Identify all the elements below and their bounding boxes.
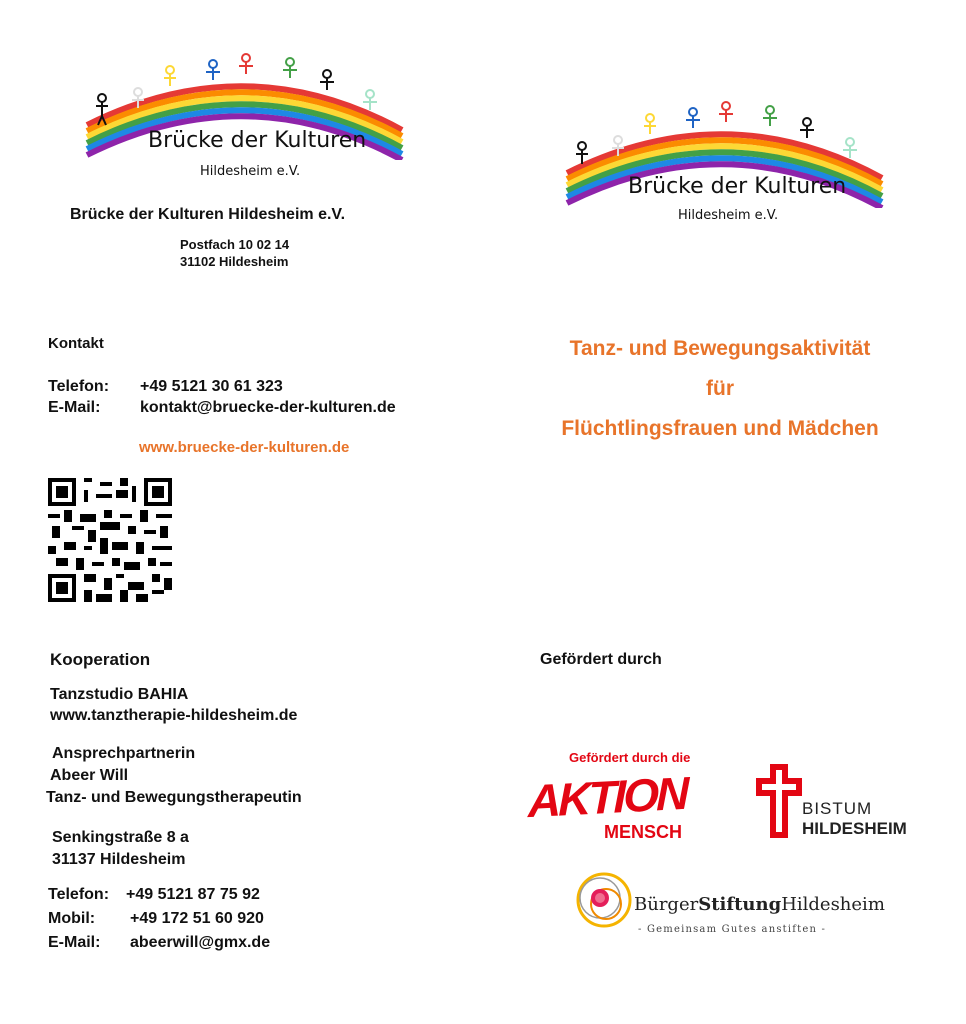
phone-value: +49 5121 30 61 323 <box>140 378 283 395</box>
aktion-mensch-sub: MENSCH <box>604 822 683 842</box>
email-label: E-Mail: <box>48 399 101 416</box>
cross-icon <box>756 764 802 838</box>
title-line-2: für <box>706 377 734 400</box>
logo-title: Brücke der Kulturen <box>628 174 847 199</box>
phone-label: Telefon: <box>48 378 110 395</box>
qr-code-icon <box>48 478 172 602</box>
logo-subtitle: Hildesheim e.V. <box>678 208 779 223</box>
postal-address <box>180 236 289 270</box>
street: Senkingstraße 8 a <box>52 829 189 846</box>
mobile-label: Mobil: <box>48 910 96 927</box>
email2-link[interactable]: abeerwill@gmx.de <box>130 934 271 951</box>
logo-title: Brücke der Kulturen <box>148 128 367 153</box>
title-line-3: Flüchtlingsfrauen und Mädchen <box>561 417 879 440</box>
stiftung-name-c: Hildesheim <box>781 894 885 915</box>
stiftung-slogan: - Gemeinsam Gutes anstiften - <box>638 924 827 935</box>
email-link[interactable]: kontakt@bruecke-der-kulturen.de <box>140 399 396 416</box>
website-link[interactable]: www.bruecke-der-kulturen.de <box>139 439 350 456</box>
stiftung-name-a: Bürger <box>634 894 699 915</box>
stiftung-name <box>634 894 885 915</box>
title-line-1: Tanz- und Bewegungsaktivität <box>569 337 871 360</box>
org-name: Brücke der Kulturen Hildesheim e.V. <box>70 206 346 223</box>
mobile-value: +49 172 51 60 920 <box>130 910 264 927</box>
person-name: Abeer Will <box>50 767 129 784</box>
partner-block <box>50 684 297 726</box>
buergerstiftung-logo <box>570 868 890 948</box>
stiftung-circles-icon <box>570 868 634 932</box>
aktion-mensch-logo <box>526 748 716 848</box>
studio-name: Tanzstudio BAHIA <box>50 686 189 703</box>
kooperation-heading: Kooperation <box>50 650 151 669</box>
bistum-line-1: BISTUM <box>802 799 873 818</box>
bistum-logo <box>756 764 926 844</box>
logo-subtitle: Hildesheim e.V. <box>200 164 301 179</box>
zip-city: 31137 Hildesheim <box>52 851 186 868</box>
gefoerdert-heading: Gefördert durch <box>540 651 662 668</box>
person-role: Tanz- und Bewegungstherapeutin <box>46 789 302 806</box>
phone2-label: Telefon: <box>48 886 110 903</box>
ansprech-label: Ansprechpartnerin <box>52 745 196 762</box>
logo-left <box>82 50 412 190</box>
postal-city: 31102 Hildesheim <box>180 254 289 269</box>
contact-person-block <box>46 743 302 809</box>
studio-address <box>52 827 189 871</box>
postfach: Postfach 10 02 14 <box>180 237 290 252</box>
contact-block <box>48 376 396 418</box>
aktion-mensch-tagline: Gefördert durch die <box>569 750 691 765</box>
studio-website[interactable]: www.tanztherapie-hildesheim.de <box>50 707 298 724</box>
logo-right <box>562 98 892 238</box>
bistum-line-2: HILDESHEIM <box>802 819 907 838</box>
stiftung-name-b: Stiftung <box>698 894 782 915</box>
phone2-value: +49 5121 87 75 92 <box>126 886 260 903</box>
person-contact-block <box>48 883 270 955</box>
kontakt-heading: Kontakt <box>48 335 104 352</box>
aktion-mensch-wordmark: AKTION <box>528 766 687 828</box>
email2-label: E-Mail: <box>48 934 101 951</box>
